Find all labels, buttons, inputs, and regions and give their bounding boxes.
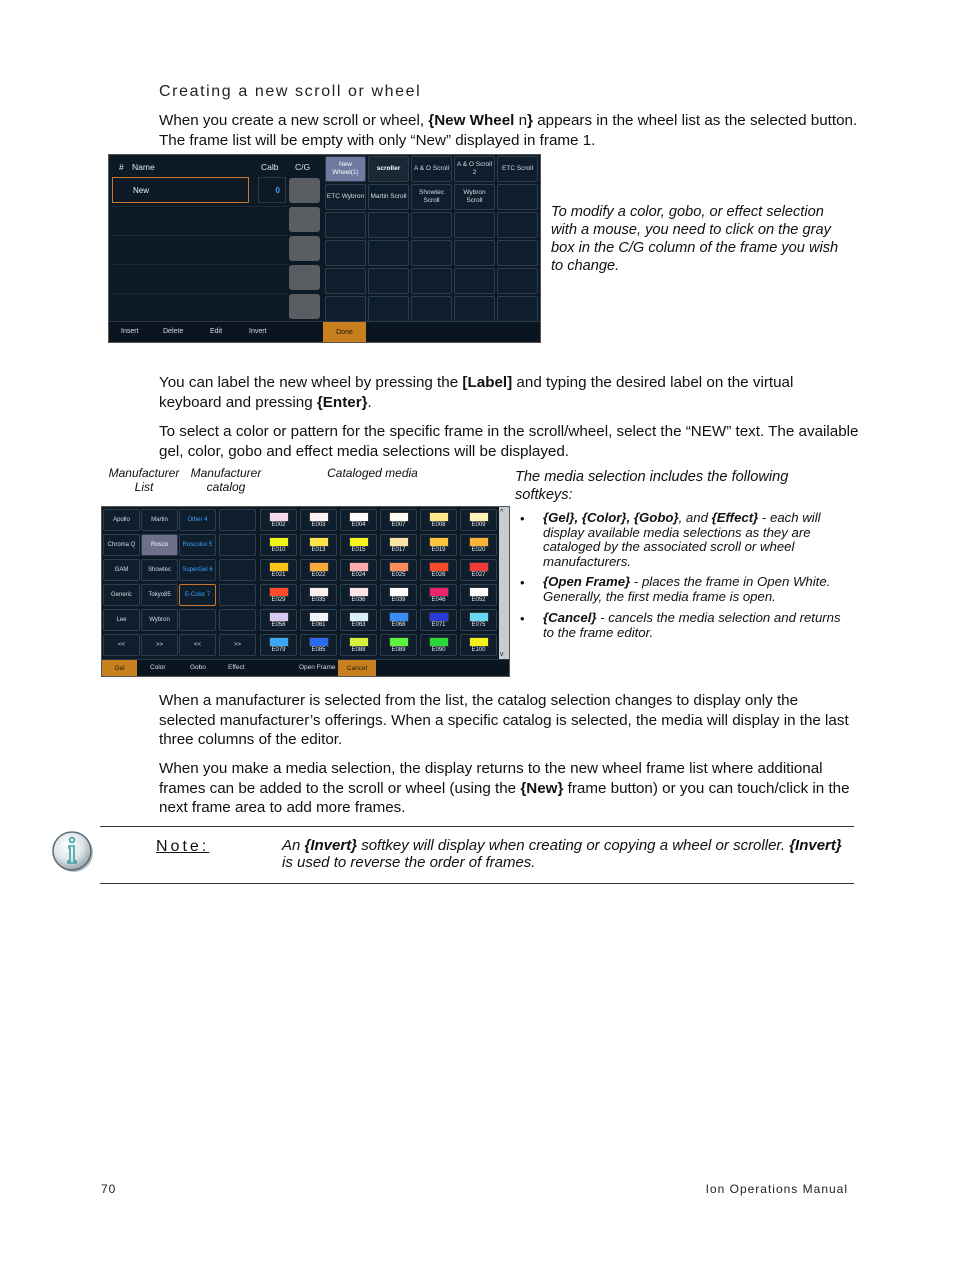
key-sep: , — [626, 510, 634, 525]
color-cell-e035[interactable] — [300, 584, 337, 606]
softkey-invert[interactable]: Invert — [249, 328, 267, 335]
color-swatch — [469, 512, 489, 522]
media-selection-paragraph — [159, 759, 854, 818]
color-code-label: E013 — [311, 547, 326, 553]
color-cell-e039[interactable] — [380, 584, 417, 606]
color-cell-e090[interactable] — [420, 634, 457, 656]
color-swatch — [269, 512, 289, 522]
manufacturer-gam[interactable]: GAM — [103, 559, 140, 581]
note-text-e: is used to reverse the order of frames. — [282, 854, 536, 871]
wheel-button-wybron-scroll[interactable]: Wybron Scroll — [454, 184, 495, 210]
color-cell-e010[interactable] — [260, 534, 297, 556]
bullet-gel-color-gobo-effect — [543, 511, 853, 569]
color-code-label: E085 — [311, 647, 326, 653]
wheel-button-ao-scroll-2[interactable]: A & O Scroll 2 — [454, 156, 495, 182]
color-code-label: E027 — [471, 572, 486, 578]
color-code-label: E015 — [351, 547, 366, 553]
wheel-button-empty[interactable] — [497, 184, 538, 210]
softkey-done[interactable]: Done — [323, 322, 366, 343]
color-code-label: E029 — [271, 597, 286, 603]
color-code-label: E026 — [431, 572, 446, 578]
softkey-gobo[interactable]: Gobo — [190, 664, 206, 671]
intro-key-new-wheel: {New Wheel — [428, 112, 515, 129]
scroll-down-icon[interactable]: v — [500, 651, 504, 658]
color-swatch — [349, 587, 369, 597]
media-caption: The media selection includes the following softkeys: — [515, 469, 789, 503]
manufacturer-tokyo85[interactable]: Tokyo85 — [141, 584, 178, 606]
color-cell-e022[interactable] — [300, 559, 337, 581]
frame-row[interactable] — [112, 293, 287, 320]
wheel-button-empty[interactable] — [325, 268, 366, 294]
color-cell-e015[interactable] — [340, 534, 377, 556]
color-swatch — [349, 512, 369, 522]
color-code-label: E007 — [391, 522, 406, 528]
manufacturer-generic[interactable]: Generic — [103, 584, 140, 606]
color-code-label: E046 — [431, 597, 446, 603]
color-cell-e027[interactable] — [460, 559, 497, 581]
color-cell-e100[interactable] — [460, 634, 497, 656]
softkey-color[interactable]: Color — [150, 664, 166, 671]
color-swatch — [389, 562, 409, 572]
key-sep: , — [574, 510, 582, 525]
color-swatch — [269, 637, 289, 647]
color-code-label: E090 — [431, 647, 446, 653]
color-code-label: E063 — [351, 622, 366, 628]
catalog-empty[interactable] — [219, 584, 256, 606]
bullet-3-text: - cancels the media selection and returns to the frame editor. — [543, 610, 841, 640]
color-cell-e071[interactable] — [420, 609, 457, 631]
new-key: {New} — [520, 779, 564, 797]
color-swatch — [309, 587, 329, 597]
softkey-insert[interactable]: Insert — [121, 328, 139, 335]
softkey-open-frame[interactable]: Open Frame — [299, 664, 336, 671]
softkey-delete[interactable]: Delete — [163, 328, 184, 335]
color-cell-e036[interactable] — [340, 584, 377, 606]
color-swatch — [389, 612, 409, 622]
frame-row[interactable] — [112, 206, 287, 233]
column-header-calb: Calb — [261, 162, 279, 172]
color-code-label: E019 — [431, 547, 446, 553]
wheel-button-empty[interactable] — [454, 240, 495, 266]
color-code-label: E036 — [351, 597, 366, 603]
bullet-open-frame — [543, 575, 853, 604]
color-swatch — [269, 537, 289, 547]
color-cell-e079[interactable] — [260, 634, 297, 656]
color-swatch — [389, 537, 409, 547]
note-label: Note: — [156, 838, 210, 855]
color-swatch — [429, 587, 449, 597]
key-gel: {Gel} — [543, 510, 575, 525]
color-code-label: E021 — [271, 572, 286, 578]
wheel-button-empty[interactable] — [368, 296, 409, 322]
color-code-label: E020 — [471, 547, 486, 553]
color-swatch — [469, 587, 489, 597]
color-cell-e063[interactable] — [340, 609, 377, 631]
color-cell-e025[interactable] — [380, 559, 417, 581]
manufacturer-showtec[interactable]: Showtec — [141, 559, 178, 581]
page-number: 70 — [101, 1182, 117, 1196]
key-and: , and — [678, 510, 712, 525]
color-cell-e017[interactable] — [380, 534, 417, 556]
catalog-empty[interactable] — [219, 559, 256, 581]
color-cell-e024[interactable] — [340, 559, 377, 581]
color-cell-e008[interactable] — [420, 509, 457, 531]
color-code-label: E008 — [431, 522, 446, 528]
color-cell-e009[interactable] — [460, 509, 497, 531]
label-text-a: You can label the new wheel by pressing the — [159, 374, 463, 391]
color-code-label: E075 — [471, 622, 486, 628]
color-code-label: E039 — [391, 597, 406, 603]
color-code-label: E058 — [271, 622, 286, 628]
color-code-label: E004 — [351, 522, 366, 528]
select-paragraph: To select a color or pattern for the specific frame in the scroll/wheel, select the “NEW” text. The available gel, color, gobo and effect media selections will be displayed. — [159, 423, 859, 460]
color-code-label: E071 — [431, 622, 446, 628]
media-scrollbar[interactable] — [499, 507, 509, 663]
color-swatch — [429, 612, 449, 622]
color-code-label: E022 — [311, 572, 326, 578]
color-cell-e004[interactable] — [340, 509, 377, 531]
color-swatch — [309, 537, 329, 547]
softkey-cancel[interactable]: Cancel — [338, 660, 376, 677]
catalog-empty[interactable] — [219, 609, 256, 631]
color-cell-e058[interactable] — [260, 609, 297, 631]
color-swatch — [349, 562, 369, 572]
color-swatch — [349, 637, 369, 647]
wheel-button-empty[interactable] — [368, 240, 409, 266]
catalog-roscolux[interactable]: Roscolux 5 — [179, 534, 216, 556]
manufacturer-rosco[interactable]: Rosco — [141, 534, 178, 556]
wheel-button-showtec-scroll[interactable]: Showtec Scroll — [411, 184, 452, 210]
softkey-edit[interactable]: Edit — [210, 328, 223, 335]
bullet-cancel — [543, 611, 853, 640]
frame-row[interactable] — [112, 235, 287, 262]
manufacturer-apollo[interactable]: Apollo — [103, 509, 140, 531]
color-cell-e021[interactable] — [260, 559, 297, 581]
intro-text-e: appears in the wheel list as the selected button. The frame list will be empty with only “New” displayed in frame 1. — [159, 112, 858, 149]
color-swatch — [469, 537, 489, 547]
color-code-label: E017 — [391, 547, 406, 553]
note-key-invert-2: {Invert} — [789, 837, 842, 854]
wheel-button-empty[interactable] — [325, 240, 366, 266]
key-color: {Color} — [581, 510, 627, 525]
softkey-bar — [109, 321, 540, 342]
color-cell-e029[interactable] — [260, 584, 297, 606]
cg-gray-box[interactable] — [289, 207, 320, 232]
bullet-marker: • — [520, 611, 525, 626]
frame-row[interactable] — [112, 264, 287, 291]
label-manufacturer-catalog: Manufacturer catalog — [190, 466, 262, 494]
mouse-caption: To modify a color, gobo, or effect selection with a mouse, you need to click on the gray box in the C/G column of the frame you wish to change. — [551, 204, 839, 274]
color-code-label: E068 — [391, 622, 406, 628]
manufacturer-page-prev[interactable]: << — [103, 634, 140, 656]
color-swatch — [429, 537, 449, 547]
cg-gray-box[interactable] — [289, 265, 320, 290]
color-swatch — [429, 562, 449, 572]
color-code-label: E088 — [351, 647, 366, 653]
media-text-a: When you make a media selection, the display returns to the new wheel frame list where additional frames can be added to the scroll or wheel (using the — [159, 760, 823, 797]
frame-1-calb-value: 0 — [275, 186, 280, 195]
key-cancel: {Cancel} — [543, 610, 597, 625]
label-cataloged-media: Cataloged media — [327, 466, 418, 480]
wheel-button-empty[interactable] — [454, 212, 495, 238]
cg-gray-box[interactable] — [289, 178, 320, 203]
info-icon — [49, 828, 97, 876]
key-effect: {Effect} — [711, 510, 759, 525]
intro-paragraph — [159, 111, 859, 150]
wheel-button-empty[interactable] — [497, 212, 538, 238]
wheel-button-empty[interactable] — [411, 296, 452, 322]
color-cell-e019[interactable] — [420, 534, 457, 556]
color-code-label: E079 — [271, 647, 286, 653]
wheel-button-empty[interactable] — [454, 296, 495, 322]
color-swatch — [269, 587, 289, 597]
manufacturer-page-next[interactable]: >> — [141, 634, 178, 656]
catalog-empty[interactable] — [179, 609, 216, 631]
color-code-label: E061 — [311, 622, 326, 628]
color-cell-e085[interactable] — [300, 634, 337, 656]
color-cell-e075[interactable] — [460, 609, 497, 631]
color-code-label: E024 — [351, 572, 366, 578]
color-code-label: E025 — [391, 572, 406, 578]
color-swatch — [469, 637, 489, 647]
color-swatch — [389, 512, 409, 522]
color-swatch — [469, 562, 489, 572]
note-text-a: An — [282, 837, 305, 854]
note-bottom-rule — [100, 883, 854, 884]
color-cell-e061[interactable] — [300, 609, 337, 631]
color-cell-e020[interactable] — [460, 534, 497, 556]
media-softkey-bar — [102, 659, 509, 676]
wheel-button-empty[interactable] — [325, 296, 366, 322]
cg-gray-box[interactable] — [289, 294, 320, 319]
label-text-e: . — [367, 393, 372, 411]
color-cell-e088[interactable] — [340, 634, 377, 656]
color-code-label: E100 — [471, 647, 486, 653]
wheel-button-empty[interactable] — [411, 212, 452, 238]
frame-1-new[interactable] — [112, 177, 249, 203]
manufacturer-chroma-q[interactable]: Chroma Q — [103, 534, 140, 556]
wheel-button-empty[interactable] — [325, 212, 366, 238]
key-gobo: {Gobo} — [633, 510, 679, 525]
wheel-button-empty[interactable] — [497, 268, 538, 294]
manufacturer-martin[interactable]: Martin — [141, 509, 178, 531]
cg-gray-box[interactable] — [289, 236, 320, 261]
column-header-number: # — [119, 162, 124, 172]
catalog-empty[interactable] — [219, 534, 256, 556]
wheel-button-empty[interactable] — [411, 268, 452, 294]
catalog-page-next[interactable]: >> — [219, 634, 256, 656]
color-cell-e052[interactable] — [460, 584, 497, 606]
frame-1-calb[interactable] — [258, 177, 286, 203]
column-header-cg: C/G — [295, 162, 311, 172]
color-cell-e013[interactable] — [300, 534, 337, 556]
wheel-button-empty[interactable] — [497, 296, 538, 322]
wheel-button-ao-scroll[interactable]: A & O Scroll — [411, 156, 452, 182]
media-selection-screenshot — [101, 506, 510, 677]
color-code-label: E002 — [271, 522, 286, 528]
wheel-button-empty[interactable] — [497, 240, 538, 266]
manufacturer-lee[interactable]: Lee — [103, 609, 140, 631]
intro-text-n: n — [514, 112, 528, 129]
label-text-c: and typing the desired label on the virtual keyboard and pressing — [159, 374, 794, 411]
color-swatch — [309, 512, 329, 522]
softkey-effect[interactable]: Effect — [228, 664, 245, 671]
color-cell-e002[interactable] — [260, 509, 297, 531]
note-text-c: softkey will display when creating or copying a wheel or scroller. — [357, 837, 790, 854]
color-swatch — [389, 637, 409, 647]
manufacturer-wybron[interactable]: Wybron — [141, 609, 178, 631]
color-code-label: E010 — [271, 547, 286, 553]
wheel-button-empty[interactable] — [368, 268, 409, 294]
bullet-marker: • — [520, 511, 525, 526]
key-open-frame: {Open Frame} — [543, 574, 631, 589]
color-code-label: E035 — [311, 597, 326, 603]
color-cell-e003[interactable] — [300, 509, 337, 531]
catalog-page-prev[interactable]: << — [179, 634, 216, 656]
color-swatch — [309, 637, 329, 647]
bullet-1-text: - each will display available media selections as they are cataloged by the associated scroll or wheel manufacturers. — [543, 510, 821, 569]
note-key-invert: {Invert} — [304, 837, 358, 854]
color-swatch — [269, 612, 289, 622]
manufacturer-paragraph: When a manufacturer is selected from the list, the catalog selection changes to display only the selected manufacturer’s offerings. When a specific catalog is selected, the media will display in the last three columns of the editor. — [159, 692, 849, 748]
column-header-name: Name — [132, 162, 155, 172]
bullet-marker: • — [520, 575, 525, 590]
wheel-button-empty[interactable] — [454, 268, 495, 294]
note-text — [282, 837, 842, 871]
section-heading: Creating a new scroll or wheel — [159, 83, 422, 100]
catalog-e-color[interactable]: E-Color 7 — [179, 584, 216, 606]
color-swatch — [269, 562, 289, 572]
color-swatch — [389, 587, 409, 597]
color-cell-e026[interactable] — [420, 559, 457, 581]
wheel-button-etc-scroll[interactable]: ETC Scroll — [497, 156, 538, 182]
label-paragraph — [159, 373, 859, 412]
wheel-button-etc-wybron[interactable]: ETC Wybron — [325, 184, 366, 210]
intro-text-a: When you create a new scroll or wheel, — [159, 112, 429, 129]
color-cell-e089[interactable] — [380, 634, 417, 656]
catalog-empty[interactable] — [219, 509, 256, 531]
color-code-label: E052 — [471, 597, 486, 603]
note-top-rule — [100, 826, 854, 827]
wheel-button-new-wheel[interactable]: New Wheel(1) — [325, 156, 366, 182]
color-swatch — [309, 612, 329, 622]
frame-1-name: New — [133, 186, 150, 195]
color-code-label: E009 — [471, 522, 486, 528]
catalog-other[interactable]: Other 4 — [179, 509, 216, 531]
label-manufacturer-list: Manufacturer List — [108, 466, 180, 494]
wheel-editor-screenshot — [108, 154, 541, 343]
bullet-2-text: - places the frame in Open White. Generally, the first media frame is open. — [543, 574, 831, 604]
color-swatch — [349, 612, 369, 622]
color-swatch — [429, 512, 449, 522]
color-swatch — [349, 537, 369, 547]
softkey-gel[interactable]: Gel — [102, 660, 137, 677]
color-code-label: E089 — [391, 647, 406, 653]
color-cell-e068[interactable] — [380, 609, 417, 631]
wheel-button-empty[interactable] — [368, 212, 409, 238]
color-cell-e046[interactable] — [420, 584, 457, 606]
color-code-label: E003 — [311, 522, 326, 528]
color-swatch — [309, 562, 329, 572]
wheel-button-martin-scroll[interactable]: Martin Scroll — [368, 184, 409, 210]
color-cell-e007[interactable] — [380, 509, 417, 531]
label-key: [Label] — [462, 374, 513, 391]
manual-title: Ion Operations Manual — [705, 1182, 848, 1196]
wheel-button-scroller[interactable]: scroller — [368, 156, 409, 182]
enter-key: {Enter} — [316, 393, 368, 411]
intro-key-close: } — [527, 112, 533, 129]
color-swatch — [429, 637, 449, 647]
wheel-button-empty[interactable] — [411, 240, 452, 266]
color-swatch — [469, 612, 489, 622]
catalog-supergel[interactable]: SuperGel 6 — [179, 559, 216, 581]
scroll-up-icon[interactable]: ^ — [500, 509, 504, 516]
media-text-c: frame button) or you can touch/click in the next frame area to add more frames. — [159, 779, 850, 816]
